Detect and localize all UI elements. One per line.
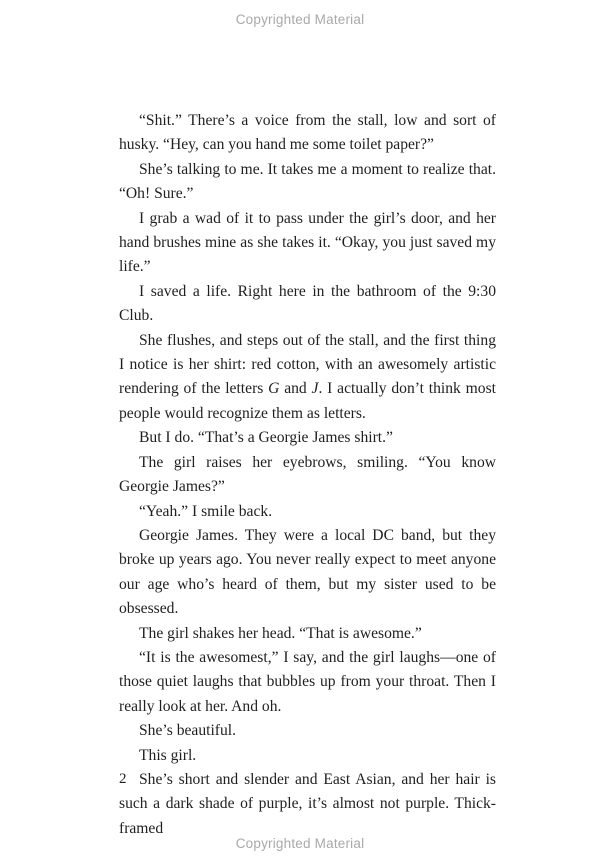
paragraph: “Yeah.” I smile back.: [139, 502, 273, 520]
paragraph: She’s short and slender and East Asian, and her hair is such a dark shade of purple, it’s almost not purple. Thick-framed: [119, 770, 496, 837]
paragraph: The girl shakes her head. “That is awesome.”: [139, 624, 422, 642]
paragraph-shirt-part-a: She flushes, and steps out of the stall, and the first thing I notice is her shirt: red cotton, with an awesomely artistic rendering of the letters: [119, 331, 496, 398]
paragraph: I grab a wad of it to pass under the girl’s door, and her hand brushes mine as she takes it. “Okay, you just saved my life.”: [119, 209, 496, 276]
letter-j: J: [311, 380, 319, 398]
paragraph-shirt: [119, 329, 496, 427]
paragraph: “Shit.” There’s a voice from the stall, low and sort of husky. “Hey, can you hand me some toilet paper?”: [119, 112, 496, 154]
paragraph: Georgie James. They were a local DC band, but they broke up years ago. You never really expect to meet anyone our age who’s heard of them, but my sister used to be obsessed.: [119, 526, 496, 618]
copyright-watermark-top: Copyrighted Material: [235, 12, 365, 27]
paragraph: This girl.: [139, 746, 197, 764]
paragraph-shirt-and: and: [279, 380, 312, 398]
paragraph: She’s beautiful.: [139, 722, 237, 740]
page-number: 2: [119, 771, 127, 787]
paragraph-shirt-part-b: . I actually don’t think most people would recognize them as letters.: [119, 380, 496, 422]
copyright-watermark-bottom: Copyrighted Material: [235, 836, 365, 851]
paragraph: But I do. “That’s a Georgie James shirt.”: [139, 429, 393, 447]
paragraph: I saved a life. Right here in the bathroom of the 9:30 Club.: [119, 282, 496, 325]
paragraph: The girl raises her eyebrows, smiling. “You know Georgie James?”: [119, 453, 496, 496]
paragraph: She’s talking to me. It takes me a moment to realize that. “Oh! Sure.”: [119, 160, 496, 203]
letter-g: G: [268, 380, 280, 398]
paragraph: “It is the awesomest,” I say, and the girl laughs—one of those quiet laughs that bubbles up from your throat. Then I really look at her. And oh.: [119, 648, 496, 715]
page-body-text: [119, 109, 496, 841]
